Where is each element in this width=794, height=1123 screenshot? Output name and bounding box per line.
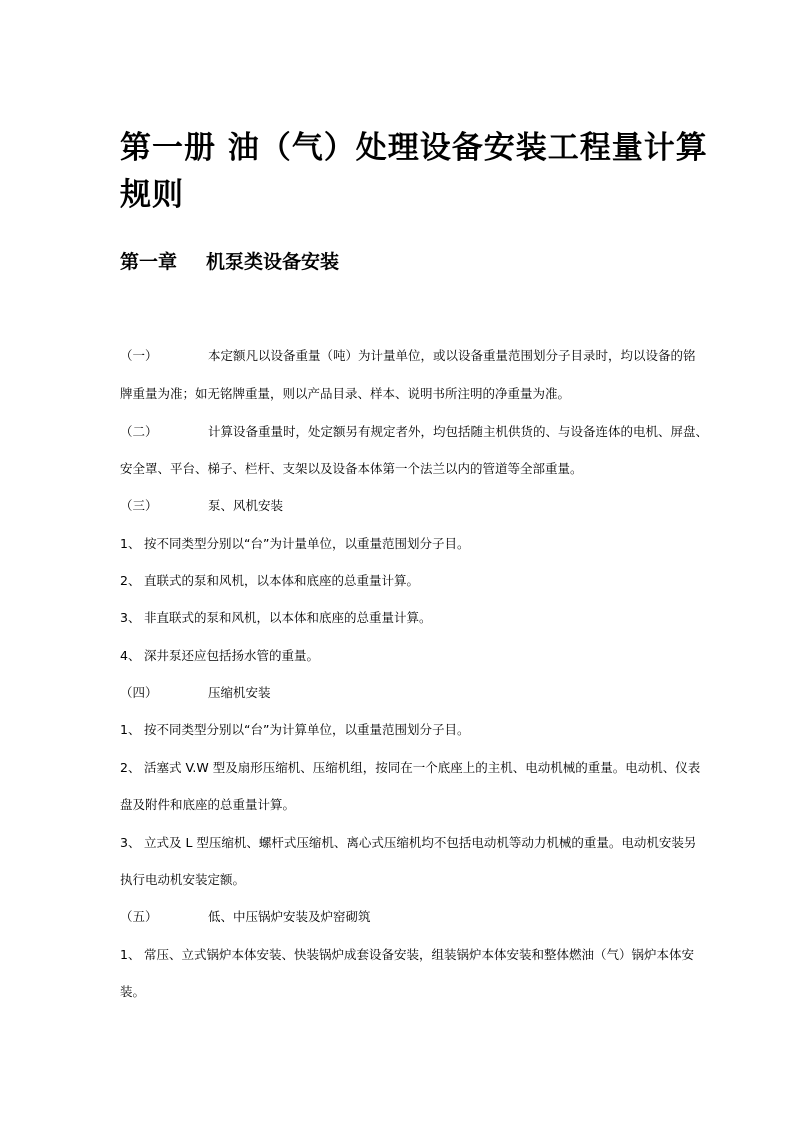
section-4-heading xyxy=(120,687,271,700)
section-marker: （二） xyxy=(120,424,158,439)
list-item xyxy=(120,612,432,625)
list-item-continuation: 执行电动机安装定额。 xyxy=(120,872,246,887)
section-heading-text: 泵、风机安装 xyxy=(208,498,284,513)
chapter-heading xyxy=(120,253,339,272)
section-2-line-2: 安全罩、平台、梯子、栏杆、支架以及设备本体第一个法兰以内的管道等全部重量。 xyxy=(120,461,583,476)
item-marker: 2、 xyxy=(120,573,141,588)
item-text: 常压、立式锅炉本体安装、快装锅炉成套设备安装，组装锅炉本体安装和整体燃油（气）锅炉本体安 xyxy=(144,947,695,962)
section-marker: （四） xyxy=(120,685,158,700)
item-marker: 2、 xyxy=(120,760,141,775)
list-item xyxy=(120,724,469,737)
item-marker: 1、 xyxy=(120,722,141,737)
chapter-title: 机泵类设备安装 xyxy=(206,251,340,273)
item-text: 非直联式的泵和风机，以本体和底座的总重量计算。 xyxy=(144,610,432,625)
section-heading-text: 压缩机安装 xyxy=(208,685,271,700)
list-item-continuation: 装。 xyxy=(120,984,146,999)
item-marker: 4、 xyxy=(120,648,141,663)
list-item xyxy=(120,650,319,663)
list-item xyxy=(120,575,419,588)
section-heading-text: 低、中压锅炉安装及炉窑砌筑 xyxy=(208,909,371,924)
list-item-continuation: 盘及附件和底座的总重量计算。 xyxy=(120,797,296,812)
item-marker: 3、 xyxy=(120,610,141,625)
list-item xyxy=(120,837,696,850)
item-text: 按不同类型分别以“台”为计算单位，以重量范围划分子目。 xyxy=(144,722,470,737)
section-3-heading xyxy=(120,500,283,513)
section-1-line-1 xyxy=(120,350,696,363)
item-text: 活塞式 V.W 型及扇形压缩机、压缩机组，按同在一个底座上的主机、电动机械的重量。电动机、仪表 xyxy=(144,760,701,775)
section-text: 本定额凡以设备重量（吨）为计量单位，或以设备重量范围划分子目录时，均以设备的铭 xyxy=(208,348,696,363)
item-text: 按不同类型分别以“台”为计量单位，以重量范围划分子目。 xyxy=(144,536,470,551)
document-title-line-1: 第一册 油（气）处理设备安装工程量计算 xyxy=(120,130,708,166)
section-text: 计算设备重量时，处定额另有规定者外，均包括随主机供货的、与设备连体的电机、屏盘、 xyxy=(208,424,709,439)
list-item xyxy=(120,949,694,962)
section-5-heading xyxy=(120,911,371,924)
item-marker: 1、 xyxy=(120,536,141,551)
item-marker: 3、 xyxy=(120,835,141,850)
item-text: 立式及 L 型压缩机、螺杆式压缩机、离心式压缩机均不包括电动机等动力机械的重量。电动机安装另 xyxy=(144,835,697,850)
section-marker: （五） xyxy=(120,909,158,924)
item-text: 直联式的泵和风机，以本体和底座的总重量计算。 xyxy=(144,573,420,588)
item-text: 深井泵还应包括扬水管的重量。 xyxy=(144,648,320,663)
chapter-number: 第一章 xyxy=(120,251,178,273)
section-marker: （三） xyxy=(120,498,158,513)
document-title-line-2: 规则 xyxy=(120,177,184,213)
section-2-line-1 xyxy=(120,426,708,439)
section-1-line-2: 牌重量为准；如无铭牌重量，则以产品目录、样本、说明书所注明的净重量为准。 xyxy=(120,386,571,401)
list-item xyxy=(120,538,469,551)
list-item xyxy=(120,762,700,775)
section-marker: （一） xyxy=(120,348,158,363)
item-marker: 1、 xyxy=(120,947,141,962)
